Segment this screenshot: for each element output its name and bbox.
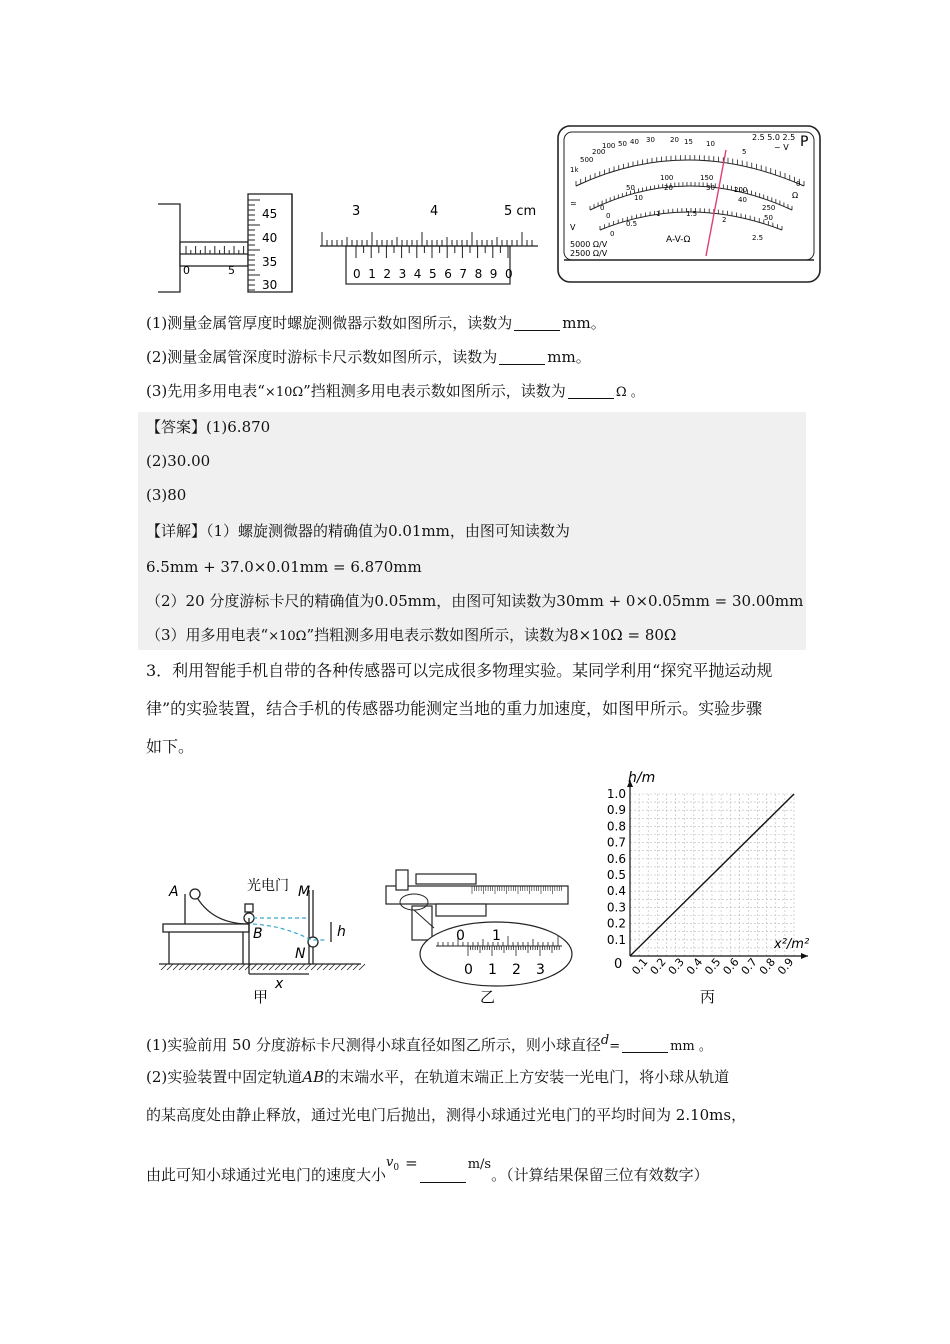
chart-ytick-label: 0.6 (606, 851, 626, 866)
chart-ytick-label: 0.4 (606, 884, 626, 899)
q-part-3: (3)先用多用电表“×10Ω”挡粗测多用电表示数如图所示，读数为 Ω 。 (146, 382, 644, 400)
detail-line-1: 【详解】（1）螺旋测微器的精确值为0.01mm，由图可知读数为 (146, 522, 570, 540)
ground-hatch (329, 964, 335, 970)
mm-low-1.5: 1.5 (686, 210, 698, 218)
mic-thimble-35: 35 (262, 255, 278, 269)
ground-hatch (287, 964, 293, 970)
chart-ytick-label: 0.2 (606, 916, 626, 931)
ground-hatch (173, 964, 179, 970)
sub-q-1: (1)实验前用 50 分度游标卡尺测得小球直径如图乙所示，则小球直径$^d$= mm 。 (146, 1033, 712, 1054)
caliper-vernier-label: 5 (429, 267, 437, 281)
yi-vern-2: 2 (512, 962, 521, 978)
chart-xtick-label: 0.9 (775, 955, 797, 978)
chart-origin: 0 (614, 957, 623, 972)
mm-mid-50: 50 (626, 184, 635, 192)
caliper-vernier-label: 1 (368, 267, 376, 281)
caliper-vernier-label: 0 (353, 267, 361, 281)
ground-hatch (239, 964, 245, 970)
chart-xtick-label: 0.4 (683, 955, 706, 978)
caliper-vernier-label: 0 (505, 267, 513, 281)
q3-line-3: 如下。 (146, 737, 195, 756)
chart-xtick-label: 0.1 (629, 955, 651, 978)
ground-hatch (293, 964, 299, 970)
jia-label-a: A (169, 884, 179, 900)
ground-hatch (203, 964, 209, 970)
jia-caption: 甲 (253, 988, 269, 1006)
mm-avo-label: A-V-Ω (666, 235, 691, 245)
mm-up-10: 10 (706, 140, 715, 148)
answer-line-2: (2)30.00 (146, 452, 211, 470)
mm-up-30: 30 (646, 136, 655, 144)
chart-caption: 丙 (700, 988, 716, 1006)
mm-mid2-10: 10 (634, 194, 643, 202)
ground-hatch (269, 964, 275, 970)
ground-hatch (281, 964, 287, 970)
mm-mid2-20: 20 (664, 184, 673, 192)
jia-label-b: B (253, 926, 263, 942)
mm-mid2-50: 50 (764, 214, 773, 222)
caliper-main-3: 3 (352, 204, 361, 219)
mm-up-500: 500 (580, 156, 594, 164)
s1-blank (622, 1036, 668, 1053)
ground-hatch (335, 964, 341, 970)
caliper-vernier-label: 4 (413, 267, 422, 281)
mm-up-50: 50 (618, 140, 627, 148)
ground-hatch (209, 964, 215, 970)
mm-mid2-40: 40 (738, 196, 747, 204)
ground-hatch (299, 964, 305, 970)
figure-yi (376, 862, 576, 1008)
ground-hatch (245, 964, 251, 970)
q-part-1: (1)测量金属管厚度时螺旋测微器示数如图所示，读数为 mm。 (146, 314, 606, 332)
mic-thimble-40: 40 (262, 231, 278, 245)
q3-line-1: 3．利用智能手机自带的各种传感器可以完成很多物理实验。某同学利用“探究平抛运动规 (146, 661, 773, 680)
mm-mid-250: 250 (762, 204, 776, 212)
jia-label-m: M (298, 884, 311, 900)
ground-hatch (275, 964, 281, 970)
mm-up-5: 5 (742, 148, 747, 156)
ground-hatch (221, 964, 227, 970)
chart-ytick-label: 0.7 (606, 835, 626, 850)
mm-spec-2500: 2500 Ω/V (570, 249, 608, 258)
ground-hatch (323, 964, 329, 970)
mm-mid-100: 100 (660, 174, 674, 182)
detail-line-3: （2）20 分度游标卡尺的精确值为0.05mm，由图可知读数为30mm + 0×0.05mm = 30.00mm (146, 592, 804, 610)
mm-mid-200: 200 (734, 186, 748, 194)
yi-vern-1: 1 (488, 962, 497, 978)
ground-hatch (233, 964, 239, 970)
ground-hatch (341, 964, 347, 970)
jia-label-x: x (275, 976, 284, 992)
chart-xtick-label: 0.6 (720, 955, 742, 978)
chart-x-arrow (801, 953, 808, 959)
caliper-main-5cm: 5 cm (504, 204, 537, 219)
yi-caption: 乙 (480, 988, 496, 1006)
ground-hatch (185, 964, 191, 970)
chart-ytick-label: 1.0 (606, 787, 626, 801)
mm-mid2-0: 0 (606, 212, 611, 220)
q3-line-2: 律”的实验装置，结合手机的传感器功能测定当地的重力加速度，如图甲所示。实验步骤 (146, 699, 763, 718)
caliper-vernier-label: 7 (459, 267, 468, 281)
mm-mid-150: 150 (700, 174, 714, 182)
sub-q-2-line-3: 由此可知小球通过光电门的速度大小$v^0 = m/s$。（计算结果保留三位有效数字） (146, 1154, 709, 1184)
jia-label-n: N (295, 946, 306, 962)
sub-q-2-line-2: 的某高度处由静止释放，通过光电门后抛出，测得小球通过光电门的平均时间为 2.10ms， (146, 1106, 747, 1124)
mm-low-1: 1 (656, 210, 661, 218)
caliper-vernier-label: 3 (398, 267, 407, 281)
chart-xtick-label: 0.2 (647, 955, 669, 978)
mm-up-40: 40 (630, 138, 639, 146)
caliper-main-4: 4 (430, 204, 439, 219)
yi-main-1: 1 (492, 928, 501, 944)
chart-ytick-label: 0.9 (606, 803, 626, 818)
mic-sleeve-5: 5 (228, 264, 235, 277)
mm-range-acv: ~ V (774, 143, 789, 152)
chart-xtick-label: 0.5 (702, 955, 724, 978)
mm-up-20: 20 (670, 136, 679, 144)
jia-gate-label: 光电门 (247, 878, 289, 894)
ground-hatch (311, 964, 317, 970)
multimeter-figure (556, 124, 822, 286)
yi-vern-3: 3 (536, 962, 545, 978)
chart-ytick-label: 0.1 (606, 932, 626, 947)
chart-ylabel: h/m (628, 770, 656, 786)
mm-low-0: 0 (610, 230, 615, 238)
chart-ytick-label: 0.5 (606, 868, 626, 882)
ground-hatch (347, 964, 353, 970)
q2-blank (499, 348, 545, 365)
ground-hatch (161, 964, 167, 970)
chart-ytick-label: 0.3 (606, 900, 626, 915)
ground-hatch (179, 964, 185, 970)
mm-spec-5000: 5000 Ω/V (570, 240, 608, 249)
figure-bing-chart (592, 768, 828, 1008)
mm-up-0: 0 (796, 180, 801, 188)
ground-hatch (317, 964, 323, 970)
chart-xlabel: x²/m² (774, 937, 810, 952)
mm-corner-letter: P (800, 134, 809, 150)
ground-hatch (191, 964, 197, 970)
ground-hatch (167, 964, 173, 970)
mm-mid2-30: 30 (706, 184, 715, 192)
mm-range-top: 2.5 5.0 2.5 (752, 133, 796, 142)
jia-label-h: h (337, 924, 346, 940)
ground-hatch (227, 964, 233, 970)
s2-blank (420, 1166, 466, 1183)
caliper-vernier-label: 6 (444, 267, 452, 281)
mm-dc-v: V (570, 223, 576, 232)
caliper-figure (316, 200, 542, 290)
mic-sleeve-0: 0 (183, 264, 190, 277)
chart-xtick-label: 0.8 (756, 955, 779, 978)
yi-vern-0: 0 (464, 962, 473, 978)
ground-hatch (197, 964, 203, 970)
chart-ytick-label: 0.8 (606, 819, 626, 834)
caliper-vernier-label: 8 (474, 267, 483, 281)
ground-hatch (215, 964, 221, 970)
ground-hatch (359, 964, 365, 970)
figure-jia (155, 870, 365, 1006)
mm-low-0.5: 0.5 (626, 220, 638, 228)
mic-thimble-45: 45 (262, 207, 278, 221)
mm-omega: Ω (792, 191, 799, 200)
answer-line-3: (3)80 (146, 486, 187, 504)
mic-thimble-30: 30 (262, 278, 278, 292)
mm-mid-0: 0 (600, 204, 605, 212)
mm-up-15: 15 (684, 138, 693, 146)
ground-hatch (251, 964, 257, 970)
caliper-vernier-label: 9 (489, 267, 498, 281)
mm-up-1k: 1k (570, 166, 579, 174)
mm-low-2: 2 (722, 216, 727, 224)
detail-line-4: （3）用多用电表“×10Ω”挡粗测多用电表示数如图所示，读数为8×10Ω = 80Ω (146, 626, 677, 644)
ground-hatch (305, 964, 311, 970)
micrometer-figure (150, 190, 300, 298)
yi-main-0: 0 (456, 928, 465, 944)
mm-up-100: 100 (602, 142, 616, 150)
q-part-2: (2)测量金属管深度时游标卡尺示数如图所示，读数为 mm。 (146, 348, 591, 366)
mm-up-200: 200 (592, 148, 606, 156)
ground-hatch (353, 964, 359, 970)
chart-xtick-label: 0.7 (738, 955, 760, 978)
mm-low-2.5: 2.5 (752, 234, 764, 242)
answer-line-1: 【答案】(1)6.870 (146, 418, 271, 436)
mm-ac-symbol: ≃ (570, 199, 577, 208)
caliper-vernier-label: 2 (383, 267, 392, 281)
q3-blank (568, 382, 614, 399)
ground-hatch (257, 964, 263, 970)
chart-xtick-label: 0.3 (665, 955, 687, 978)
sub-q-2-line-1: (2)实验装置中固定轨道AB的末端水平，在轨道末端正上方安装一光电门，将小球从轨道 (146, 1068, 730, 1086)
ground-hatch (263, 964, 269, 970)
detail-line-2: 6.5mm + 37.0×0.01mm = 6.870mm (146, 558, 422, 576)
q1-blank (514, 314, 560, 331)
